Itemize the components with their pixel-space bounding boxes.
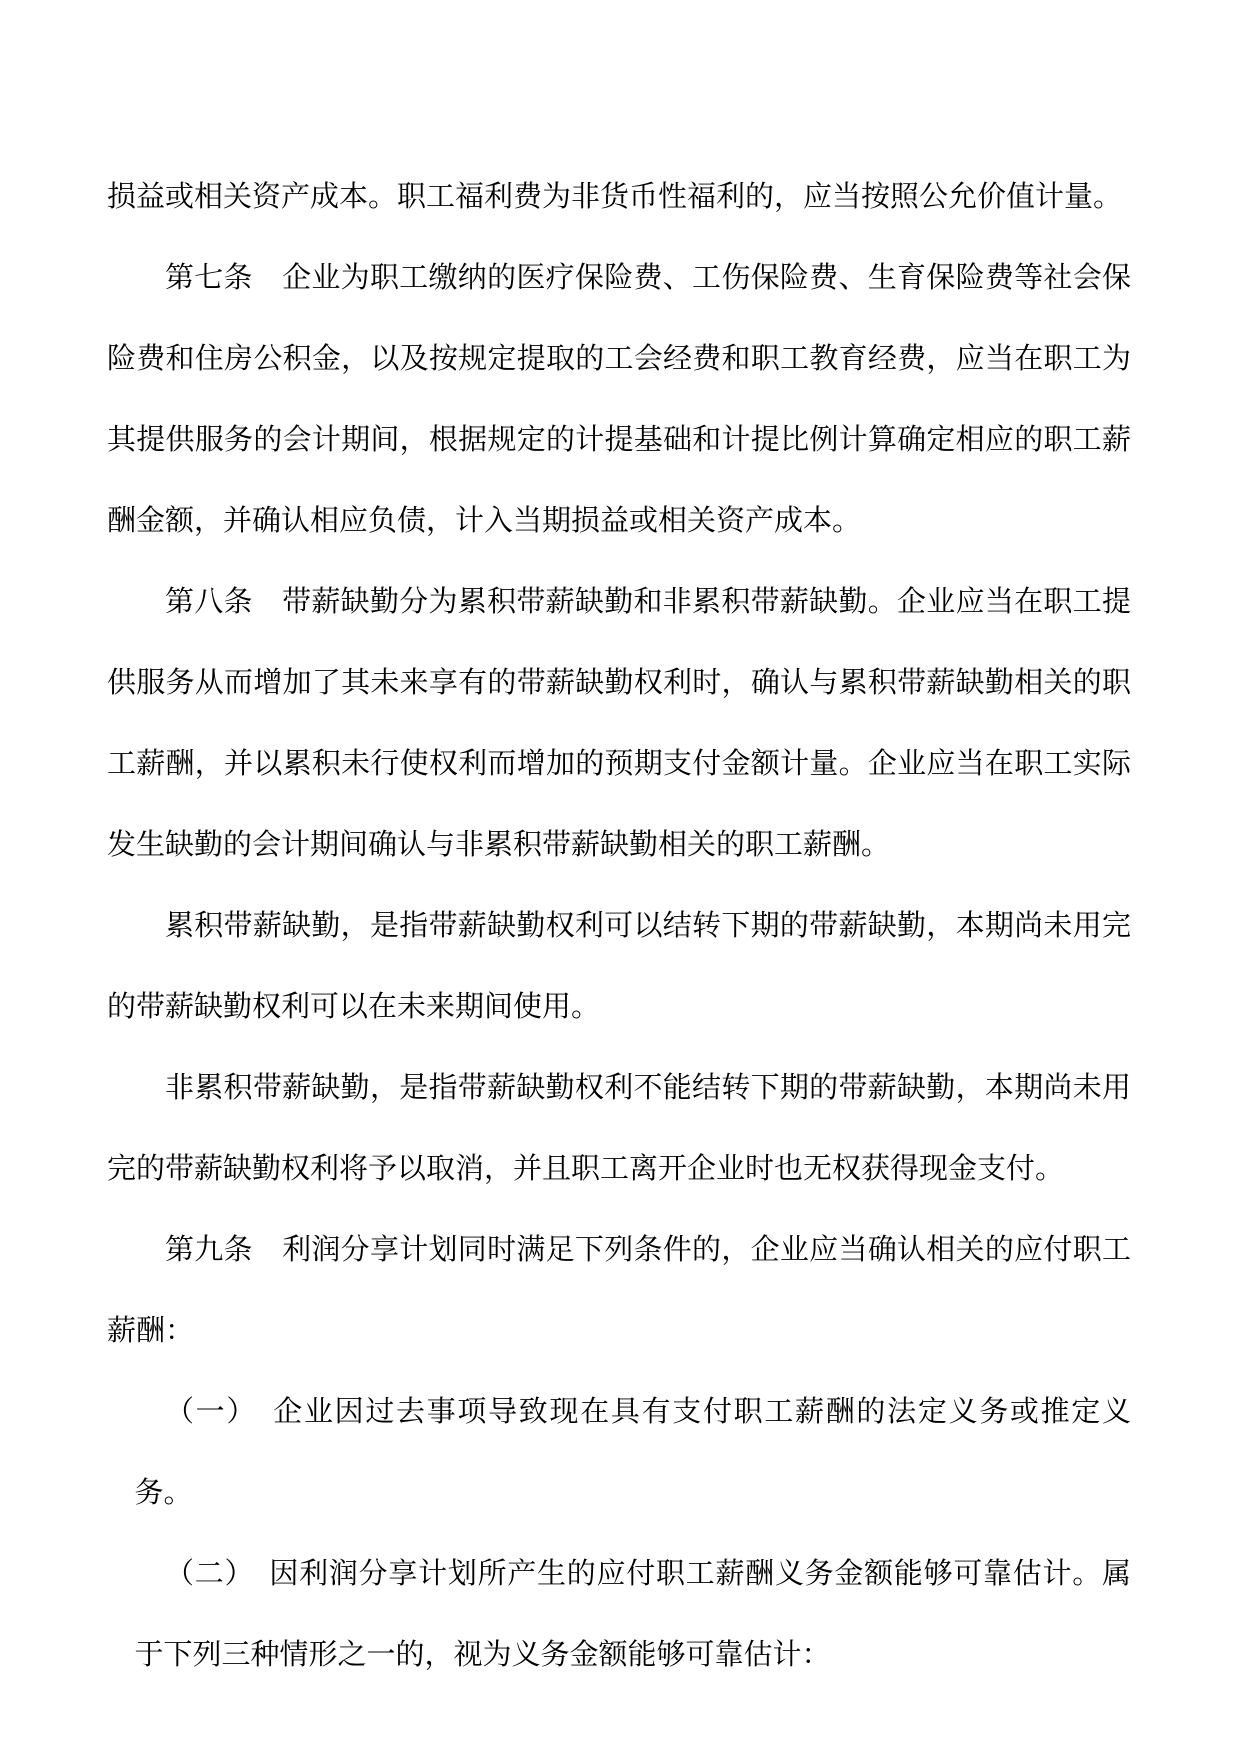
paragraph-article-7: 第七条 企业为职工缴纳的医疗保险费、工伤保险费、生育保险费等社会保险费和住房公积金，以及按规定提取的工会经费和职工教育经费，应当在职工为其提供服务的会计期间，根据规定的计提基础和计提比例计算确定相应的职工薪酬金额，并确认相应负债，计入当期损益或相关资产成本。 bbox=[107, 260, 1131, 537]
paragraph-item-1: （一） 企业因过去事项导致现在具有支付职工薪酬的法定义务或推定义务。 bbox=[134, 1394, 1131, 1509]
paragraph-cumulative-leave: 累积带薪缺勤，是指带薪缺勤权利可以结转下期的带薪缺勤，本期尚未用完的带薪缺勤权利可以在未来期间使用。 bbox=[107, 908, 1131, 1023]
paragraph-item-2: （二） 因利润分享计划所产生的应付职工薪酬义务金额能够可靠估计。属于下列三种情形之一的，视为义务金额能够可靠估计： bbox=[134, 1556, 1131, 1671]
paragraph-article-9: 第九条 利润分享计划同时满足下列条件的，企业应当确认相关的应付职工薪酬： bbox=[107, 1232, 1131, 1347]
paragraph-article-8: 第八条 带薪缺勤分为累积带薪缺勤和非累积带薪缺勤。企业应当在职工提供服务从而增加了其未来享有的带薪缺勤权利时，确认与累积带薪缺勤相关的职工薪酬，并以累积未行使权利而增加的预期支付金额计量。企业应当在职工实际发生缺勤的会计期间确认与非累积带薪缺勤相关的职工薪酬。 bbox=[107, 584, 1131, 861]
document-body bbox=[107, 156, 1131, 1695]
paragraph-continuation: 损益或相关资产成本。职工福利费为非货币性福利的，应当按照公允价值计量。 bbox=[107, 179, 1123, 213]
paragraph-non-cumulative-leave: 非累积带薪缺勤，是指带薪缺勤权利不能结转下期的带薪缺勤，本期尚未用完的带薪缺勤权利将予以取消，并且职工离开企业时也无权获得现金支付。 bbox=[107, 1070, 1131, 1185]
